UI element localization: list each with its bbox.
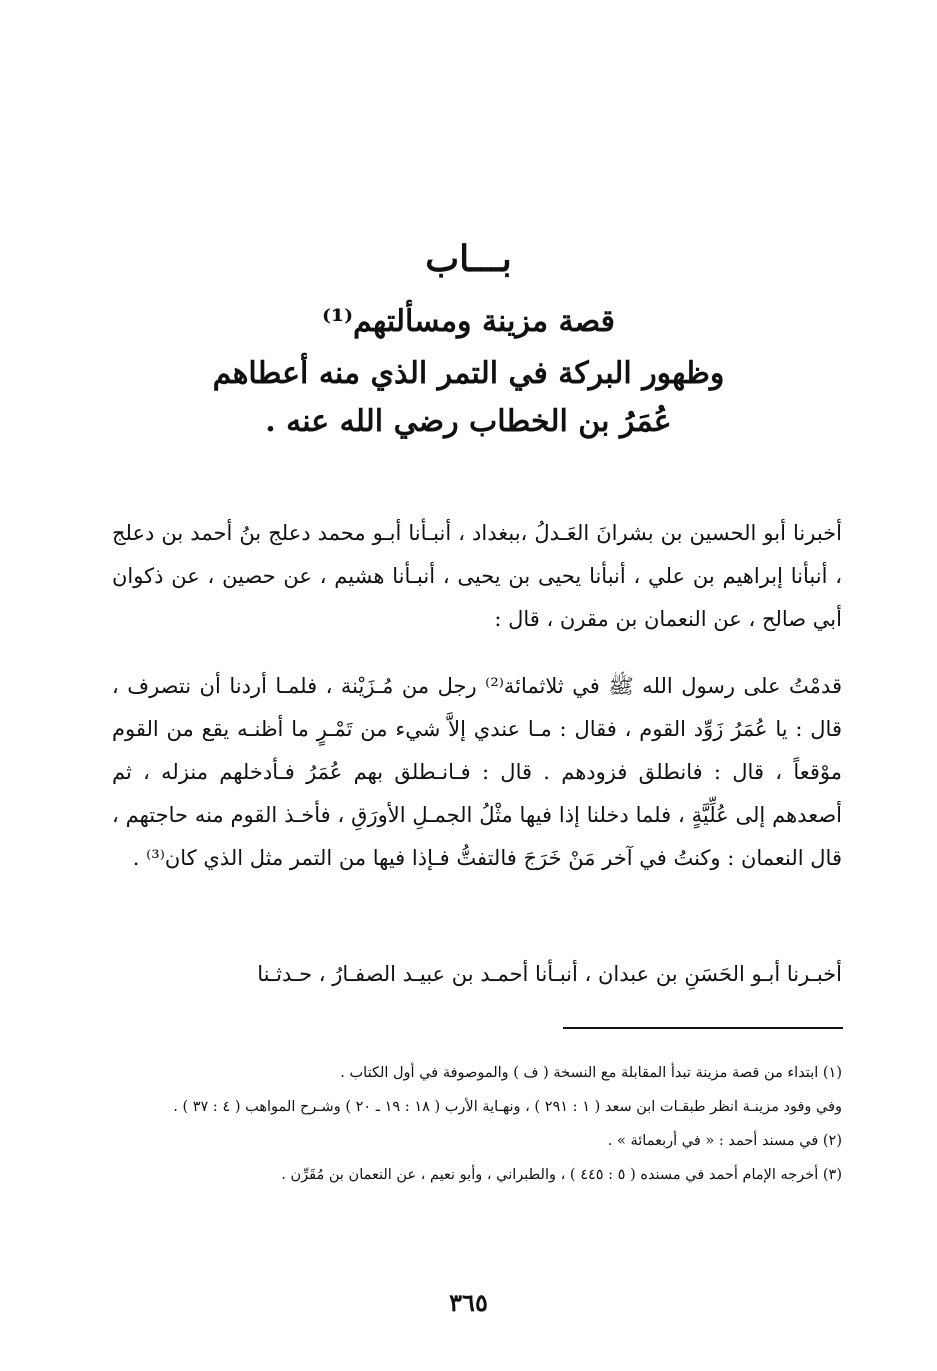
footnote-1: (١) ابتداء من قصة مزينة تبدأ المقابلة مع النسخة ( ف ) والموصوفة في أول الكتاب . xyxy=(340,1065,842,1081)
body-paragraph-1: أخبرنا أبو الحسين بن بشرانَ العَـدلُ ،ببغداد ، أنبـأنا أبـو محمد دعلج بنُ أحمد بن دعلج ، أنبأنا إبراهيم بن علي ، أنبأنا يحيى بن يحيى ، أنبـأنا هشيم ، عن حصين ، عن ذكوان أبي صالح ، عن النعمان بن مقرن ، قال : xyxy=(112,521,842,631)
footnote-2: (٢) في مسند أحمد : « في أربعمائة » . xyxy=(607,1133,842,1149)
body-paragraph-3: أخبـرنا أبـو الحَسَنِ بن عبدان ، أنبـأنا أحمـد بن عبيـد الصفـارُ ، حـدثـنا xyxy=(257,962,842,986)
chapter-title-line-1: قصة مزينة ومسألتهم⁽¹⁾ xyxy=(322,304,615,339)
chapter-title-line-3: عُمَرُ بن الخطاب رضي الله عنه . xyxy=(265,404,672,439)
chapter-label: بـــاب xyxy=(425,238,512,280)
page-number: ٣٦٥ xyxy=(449,1288,488,1317)
footnote-1-continued: وفي وفود مزينـة انظر طبقـات ابن سعد ( ١ : ٢٩١ ) ، ونهـاية الأرب ( ١٨ : ١٩ ـ ٢٠ ) وشـرح المواهب ( ٤ : ٣٧ ) . xyxy=(173,1099,842,1115)
footnotes xyxy=(107,1058,842,1194)
chapter-title-line-2: وظهور البركة في التمر الذي منه أعطاهم xyxy=(212,356,725,391)
footnote-separator xyxy=(563,1027,843,1029)
body-paragraph-2: قدمْتُ على رسول الله ﷺ في ثلاثمائة⁽²⁾ رجل من مُـزَيْنة ، فلمـا أردنا أن نتصرف ، قال : يا عُمَرُ زَوِّد القوم ، فقال : مـا عندي إلاَّ شيء من تَمْـرٍ ما أظنـه يقع من القوم موْقعاً ، قال : فانطلق فزودهم . قال : فـانـطلق بهم عُمَرُ فـأدخلهم منزله ، ثم أصعدهم إلى عُلِّيَّةٍ ، فلما دخلنا إذا فيها مثْلُ الجمـلِ الأورَقِ ، فأخـذ القوم منه حاجتهم ، قال النعمان : وكنتُ في آخر مَنْ خَرَجَ فالتفتُّ فـإذا فيها من التمر مثل الذي كان⁽³⁾ . xyxy=(112,674,842,870)
footnote-3: (٣) أخرجه الإمام أحمد في مسنده ( ٥ : ٤٤٥ ) ، والطبراني ، وأبو نعيم ، عن النعمان بن مُقَرِّن . xyxy=(281,1167,842,1183)
